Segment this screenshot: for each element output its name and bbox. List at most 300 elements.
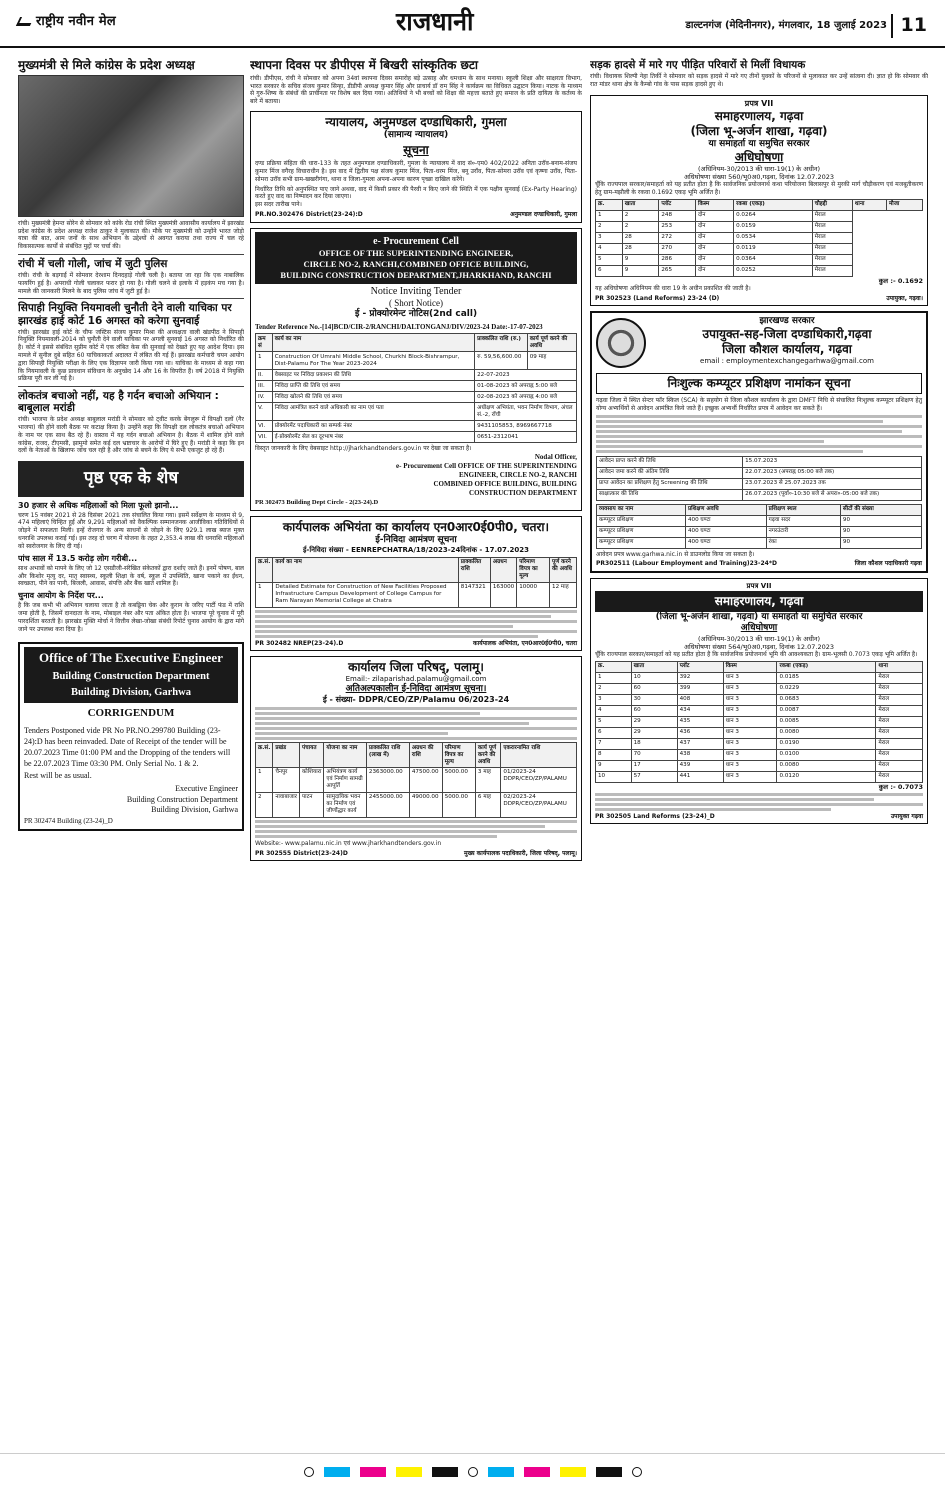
table-cell: 436 [677,727,723,738]
column-header: प्लॉट [659,199,696,210]
table-cell: मेराल [876,727,923,738]
table-cell: 0.0190 [777,738,876,749]
column-right [590,56,928,1447]
magenta-swatch [524,1467,550,1477]
column-header: खाता [631,661,677,672]
table-cell: 10000 [517,582,550,607]
column-header: थाना [876,661,923,672]
magenta-swatch [360,1467,386,1477]
column-header: प्रशिक्षण अवधि [685,504,766,515]
tender-table [255,742,577,818]
table-cell: मेराल [876,694,923,705]
table-cell: 90 [840,537,921,548]
table-cell: धान 3 [723,705,777,716]
table-row [596,694,923,705]
notice-number: अधिघोषणा संख्या 564/भू0अ0,गढ़वा, दिनांक 12.07.2023 [683,642,834,651]
table-row [597,515,922,526]
table-cell: मेराल [876,760,923,771]
table-cell: 439 [677,760,723,771]
table-cell: दोन [696,243,734,254]
article-text: रांची। भाजपा के प्रदेश अध्यक्ष बाबूलाल मरांडी ने सोमवार को ट्वीट करके बेंगलुरू में विपक्षी दलों (गैर भाजपा) की होने वाली बैठक पर कटाक्ष किया है। उन्होंने कहा कि विपक्षी दल लोकतंत्र बचाओ अभियान के नाम पर एक साथ बैठ रहे हैं। वास्तव में यह गर्दन बचाओ अभियान है। बैठक में शामिल होने वाले कांग्रेस, राजद, टीएमसी, झामुमो समेत कई दल भ्रष्टाचार के आरोपों में घिरे हुए हैं। मरांडी ने कहा कि इन दलों के नेताओं के खिलाफ जांच चल रही है और जांच से बचने के लिए ये सभी एकजुट हो रहे हैं। [18,416,244,455]
signatory: कार्यपालक अभियंता, एन0आर0ई0पी0, चतरा [473,639,577,647]
table-cell: वेबसाइट पर निविदा प्रकाशन की तिथि [272,370,474,381]
table-cell: 2 [596,221,623,232]
table-header [596,661,923,672]
table-cell: धान 3 [723,716,777,727]
table-row [597,456,922,467]
table-cell: दोन [696,232,734,243]
column-header: किस्म [723,661,777,672]
chatra-tender-notice [250,516,582,651]
table-cell: मेराल [876,683,923,694]
table-row [596,760,923,771]
table-cell: दोन [696,210,734,221]
table-header [596,199,923,210]
table-cell: 270 [659,243,696,254]
table-cell: चैनपुर [273,767,300,792]
table-cell: 0.0683 [777,694,876,705]
palamu-tender-notice [250,656,582,861]
nit-title: Notice Inviting Tender [370,285,462,297]
table-row [597,478,922,489]
table-cell: 22-07-2023 [475,370,577,381]
table-row [597,489,922,500]
table-row [596,672,923,683]
nit-short: ( Short Notice) [389,298,443,309]
table-row [256,381,577,392]
table-row [596,749,923,760]
headline: 30 हजार से अधिक महिलाओं को मिला फूलो झानो... [18,500,179,510]
table-cell: 7 [596,738,632,749]
bird-logo-icon [16,17,34,26]
section-title: राजधानी [396,7,474,36]
pr-number: PR 302505 Land Reforms (23-24)_D [595,812,715,820]
table-cell: गढ़वा सदर [766,515,840,526]
column-header: क्र. [596,661,632,672]
table-cell: 57 [631,771,677,782]
column-header: अग्रधन की राशि [409,743,442,768]
table-cell: निविदा खोलने की तिथि एवं समय [272,392,474,403]
table-cell: धान 3 [723,771,777,782]
column-header: प्लॉट [677,661,723,672]
table-cell: निविदा आमंत्रित करने वाले अधिकारी का नाम एवं पता [272,403,474,421]
table-cell: 441 [677,771,723,782]
table-cell: 09 माह [527,352,576,370]
table-cell: 0.0159 [734,221,813,232]
column-header: व्यवसाय का नाम [597,504,686,515]
notice-title: अतिअल्पकालीन ई-निविदा आमंत्रण सूचना। [345,683,487,694]
court-name: न्यायालय, अनुमण्डल दण्डाधिकारी, गुमला [325,114,507,129]
table-cell: 6 माह [475,792,501,817]
table-cell: आवेदन प्राप्त करने की तिथि [597,456,743,467]
signatory: उपायुक्त गढ़वा [890,812,923,820]
table-cell: 02-08-2023 को अपराह्न 4:00 बजे [475,392,577,403]
notice-body: दण्ड प्रक्रिया संहिता की धारा-133 के तहत अनुमण्डल दण्डाधिकारी, गुमला के न्यायालय में वाद सं०-एम0 402/2022 अनिता उरॉव-बनाम-संजय कुमार मिंज वगैरह विचाराधीन है। इस वाद में द्वितीय पक्ष संजय कुमार मिंज, पिता-धरम मिंज, बनू उरॉव, पिता-सोमरा उरॉव एवं कृष्णा उरॉव, पिता-सोमरा उरॉव सभी ग्राम-खखरीगंगा, थाना व जिला-गुमला अपना-अपना कारण पृच्छा दाखिल करेंगे। [255,160,577,183]
column-header: प्रशिक्षण स्थल [766,504,840,515]
fine-print [596,415,922,453]
table-cell: V. [256,403,273,421]
table-cell: 01-08-2023 को अपराह्न 5:00 बजे [475,381,577,392]
yellow-swatch [396,1467,422,1477]
table-cell: 17 [631,760,677,771]
table-cell: धान 3 [723,738,777,749]
table-cell: मेराल [812,210,852,221]
table-cell: Construction Of Umrahi Middle School, Churkhi Block-Bishrampur, Dist-Palamu For The Year 2023-2024 [272,352,474,370]
fine-print [595,793,923,811]
table-cell: 392 [677,672,723,683]
article-text: रांची। झारखंड हाई कोर्ट के चीफ जस्टिस संजय कुमार मिश्रा की अध्यक्षता वाली खंडपीठ ने सिपाही नियुक्ति नियमावली-2014 को चुनौती देने वाली याचिका पर अगली सुनवाई 16 अगस्त को निर्धारित की है। कोर्ट ने इससे संबंधित सुप्रीम कोर्ट में एक लंबित केस की सुनवाई को देखते हुए यह आदेश दिया। इस मामले में सुनील दुबे सहित 60 याचिकाकर्ता अदालत में लंबित की गई हैं। झारखंड कर्मचारी चयन आयोग द्वारा सिपाही नियुक्ति परीक्षा के लिए एक विज्ञापन जारी किया गया था। याचिका के माध्यम से कहा गया कि नियमावली के कुछ प्रावधान संविधान के अनुच्छेद 14 और 16 के विपरीत हैं। वर्ष 2018 में नियुक्ति प्रक्रिया पूरी कर ली गई है। [18,328,244,383]
tender-ref: ई-निविदा संख्या - EENREPCHATRA/18/2023-24दिनांक - 17.07.2023 [302,545,530,554]
notice-dept: Building Construction Department [24,670,238,687]
table-cell: 0.0080 [777,727,876,738]
table-cell: कम्प्यूटर प्रशिक्षण [597,515,686,526]
notice-footer: विस्तृत जानकारी के लिए वेबसाइट http://jharkhandtenders.gov.in पर देखा जा सकता है। [255,445,472,453]
table-cell: सामुदायिक भवन का निर्माण एवं जीर्णोद्धार कार्य [324,792,367,817]
office-authority: या समाहर्ता या समुचित सरकार [708,138,810,149]
table-row [256,403,577,421]
column-header: कार्य का नाम [273,557,458,582]
table-cell: 3 माह [475,767,501,792]
table-cell: आवेदन जमा करने की अंतिम तिथि [597,467,743,478]
office-name: समाहरणालय, गढ़वा [595,591,923,613]
table-cell: 400 घण्टा [685,537,766,548]
table-cell: 286 [659,254,696,265]
registration-mark-icon [304,1467,314,1477]
form-number: प्रपत्र VII [744,98,774,108]
table-cell: धान 3 [723,749,777,760]
article-text: है कि जब कभी भी अभियान चलाया जाता है तो कबड्डिया चेक और कुरान के जरिए पार्टी फंड में राशि जमा होती है, जिसमें दानदाता के नाम, मोबाइल नंबर और पता अंकित होता है। भाजपा पूरे चुनाव में पूरी पारदर्शिता बरतती है। झारखंड मुक्ति मोर्चा ने वित्तीय लेखा-जोखा संबंधी रिपोर्ट चुनाव आयोग के द्वारा मांगे जाने पर उपलब्ध करा दिया है। [18,602,244,633]
table-cell: 28 [622,243,659,254]
headline: स्थापना दिवस पर डीपीएस में बिखरी सांस्कृतिक छटा [250,58,479,72]
pr-number: PR302511 (Labour Employment and Training)23-24*D [596,560,777,568]
office-branch: (जिला भू-अर्जन शाखा, गढ़वा) [690,123,828,138]
table-cell: 47500.00 [409,767,442,792]
column-header: चौहद्दी [812,199,852,210]
table-cell: 9 [596,760,632,771]
office-branch: जिला कौशल कार्यालय, गढ़वा [722,342,852,357]
signatory-dept: COMBINED OFFICE BUILDING, BUILDING CONSTRUCTION DEPARTMENT [433,480,577,498]
notice-number: अधिघोषणा संख्या 560/भू0अ0,गढ़वा, दिनांक 12.07.2023 [683,173,834,182]
website-line: आवेदन प्रपत्र www.garhwa.nic.in से डाउनलोड किया जा सकता है। [596,550,755,558]
table-cell: 265 [659,265,696,276]
table-cell: 60 [631,705,677,716]
column-header: प्राक्कलित राशि (लाख में) [366,743,409,768]
fine-print [255,707,577,740]
table-cell: मेराल [876,716,923,727]
news-photo [18,75,244,217]
table-cell: 0.0087 [777,705,876,716]
column-header: योजना का नाम [324,743,367,768]
eproc-dept: BUILDING CONSTRUCTION DEPARTMENT,JHARKHAND, RANCHI [280,269,552,280]
table-cell: 5000.00 [442,767,475,792]
table-cell: 26.07.2023 (पूर्वा०-10:30 बजे से अपरा०-05:00 बजे तक) [743,489,922,500]
office-name: कार्यालय जिला परिषद्, पलामू। [348,660,484,675]
column-header: प्राक्कलित राशि (रु.) [475,334,528,352]
table-cell: 5 [596,716,632,727]
table-cell: धान 3 [723,727,777,738]
table-cell: 1 [256,352,273,370]
notice-title: ई-निविदा आमंत्रण सूचना [375,534,457,545]
table-header [256,557,577,582]
table-cell: कम्प्यूटर प्रशिक्षण [597,526,686,537]
notice-body: चूँकि राज्यपाल सरकार/समाहर्ता को यह प्रतीत होता है कि सार्वजनिक प्रयोजनार्थ भूमि की आवश्यकता है। ग्राम-भूलसी 0.7073 एकड़ भूमि अर्जित है। [595,650,918,658]
notice-body: चूँकि राज्यपाल सरकार/समाहर्ता को यह प्रतीत होता है कि सार्वजनिक प्रयोजनार्थ कथा परियोजना बिलासपुर से मुरकी मार्ग चौड़ीकरण एवं मजबूतीकरण हेतु ग्राम-मझौली के रकवा 0.1692 एकड़ भूमि अर्जित है। [595,181,923,196]
table-header [256,334,577,352]
article-text: चरण 15 नवंबर 2021 से 28 दिसंबर 2021 तक संचालित किया गया। इसमें सर्वेक्षण के माध्यम से 9, 474 महिलाएं चिन्हित हुईं और 9,291 महिलाओं को वैकल्पिक सम्मानजनक आजीविका गतिविधियों से जोड़ने में सफलता मिली। इन्हें रोजगार के अन्य साधनों से जोड़ने के लिए 929.1 लाख ब्याज मुक्त धनराशि उपलब्ध कराई गई। इस तरह दो चरण में योजना के तहत 2,353.4 लाख की धनराशि महिलाओं को स्वरोजगार के लिए दी गई। [18,511,244,550]
table-cell: मेराल [812,254,852,265]
table-cell: 0.0185 [777,672,876,683]
table-row [256,392,577,403]
signatory-office: e- Procurement Cell OFFICE OF THE SUPERINTENDING ENGINEER, CIRCLE NO-2, RANCHI [396,462,577,480]
eproc-title: e- Procurement Cell [373,235,459,247]
black-swatch [596,1467,622,1477]
table-cell: 30 [631,694,677,705]
corrigendum-notice [18,642,244,832]
table-cell: मेराल [812,221,852,232]
table-cell: 9431105853, 8969667718 [475,421,577,432]
notice-title: CORRIGENDUM [87,706,175,719]
registration-mark-icon [468,1467,478,1477]
table-cell: 0.0080 [777,760,876,771]
column-header: सीटों की संख्या [840,504,921,515]
table-row [596,683,923,694]
column-header: प्राक्कलित राशि [458,557,490,582]
column-header: परिमाण विपत्र का मूल्य [442,743,475,768]
table-cell: 408 [677,694,723,705]
pr-number: PR 302482 NREP(23-24).D [255,639,344,647]
table-cell: कोशियारा [299,767,323,792]
column-header: रकबा (एकड़) [734,199,813,210]
table-cell: III. [256,381,273,392]
table-row [597,467,922,478]
notice-rest: Rest will be as usual. [24,771,92,781]
table-cell: 23.07.2023 से 25.07.2023 तक [743,478,922,489]
table-cell: दोन [696,221,734,232]
table-cell: 248 [659,210,696,221]
column-header: रकबा (एकड़) [777,661,876,672]
notice-act: (अधिनियम-30/2013 की धारा-19(1) के अधीन) [697,634,821,643]
table-cell: नगरउंटारी [766,526,840,537]
table-cell: नावाबाजार [273,792,300,817]
table-cell: 10 [631,672,677,683]
pr-number: PR 302523 (Land Reforms) 23-24 (D) [595,294,720,302]
table-cell: 2 [622,221,659,232]
office-name: कार्यपालक अभियंता का कार्यालय एन0आर0ई0पी0, चतरा। [282,519,550,534]
table-cell: 0651-2312041 [475,432,577,443]
column-header: क्र. [596,199,623,210]
pr-number: PR.NO.302476 District(23-24):D [255,211,363,219]
headline: चुनाव आयोग के निर्देश पर... [18,591,104,601]
table-cell: साक्षात्कार की तिथि [597,489,743,500]
table-cell: IV. [256,392,273,403]
notice-footer: यह अधिघोषणा अधिनियम की धारा 19 के अधीन प्रकाशित की जाती है। [595,284,751,292]
table-cell: 1 [596,672,632,683]
table-cell: मेराल [812,265,852,276]
column-header: मौजा [886,199,922,210]
table-row [256,767,577,792]
column-header: क्र.सं. [256,743,273,768]
table-cell: 4 [596,243,623,254]
eproc-office: OFFICE OF THE SUPERINTENDING ENGINEER, [318,247,514,258]
table-cell: मेराल [876,749,923,760]
table-cell: 01/2023-24 DDPR/CEO/ZP/PALAMU [501,767,577,792]
table-row [596,254,923,265]
table-cell: 434 [677,705,723,716]
signatory: जिला कौशल पदाधिकारी गढ़वा [854,560,922,568]
tender-table [255,333,577,443]
table-cell: प्रोक्योरमेंट पदाधिकारी का सम्पर्क नंबर [272,421,474,432]
table-cell: VI. [256,421,273,432]
table-cell: मेराल [876,771,923,782]
land-acquisition-notice [590,95,928,306]
table-cell: 70 [631,749,677,760]
headline: रांची में चली गोली, जांच में जुटी पुलिस [18,257,168,270]
table-cell: 1 [596,210,623,221]
table-cell: 0.0534 [734,232,813,243]
office-name: समाहरणालय, गढ़वा [714,108,804,123]
table-cell: 18 [631,738,677,749]
table-cell: 22.07.2023 (अपराह्न 05:00 बजे तक) [743,467,922,478]
table-cell: मेराल [876,672,923,683]
black-swatch [432,1467,458,1477]
form-number: प्रपत्र VII [746,581,772,590]
column-header: प्रखंड [273,743,300,768]
table-cell: निविदा प्राप्ति की तिथि एवं समय [272,381,474,392]
table-cell: पाटन [299,792,323,817]
notice-act: (अधिनियम-30/2013 की धारा-19(1) के अधीन) [697,164,821,173]
table-cell: 253 [659,221,696,232]
table-cell: धान 3 [723,672,777,683]
notice-title: सूचना [403,143,429,158]
table-row [597,537,922,548]
table-cell: 4 [596,705,632,716]
table-row [596,243,923,254]
office-email: email : employmentexchangegarhwa@gmail.com [700,357,874,366]
table-cell: 0.0364 [734,254,813,265]
eproc-notice [250,228,582,511]
table-cell: रु. 59,56,600.00 [475,352,528,370]
signatory: Executive Engineer [175,784,238,794]
table-cell: ई-प्रोक्योरमेंट सेल का दूरभाष नंबर [272,432,474,443]
tender-ref: Tender Reference No.-[14]BCD/CIR-2/RANCHI/DALTONGANJ/DIV/2023-24 Date:-17-07-2023 [255,322,543,331]
signatory: अनुमण्डल दण्डाधिकारी, गुमला [510,211,577,219]
table-cell: 15.07.2023 [743,456,922,467]
tender-ref: ई - संख्या- DDPR/CEO/ZP/Palamu 06/2023-24 [322,695,510,705]
column-header: क्रम सं [256,334,273,352]
table-cell: 28 [622,232,659,243]
pr-number: PR 302474 Building (23-24)_D [24,817,113,826]
table-cell: 400 घण्टा [685,515,766,526]
masthead [18,14,116,30]
table-cell: 60 [631,683,677,694]
dateline: डाल्टनगंज (मेदिनीनगर), मंगलवार, 18 जुलाई 2023 [685,20,887,31]
table-cell: 163000 [490,582,516,607]
table-cell: 2455000.00 [366,792,409,817]
table-cell: 10 [596,771,632,782]
court-type: (सामान्य न्यायालय) [383,129,449,140]
column-header: अग्रधन [490,557,516,582]
table-cell: 0.0100 [777,749,876,760]
table-cell: अधीक्षण अभियंता, भवन निर्माण विभाग, अंचल सं.-2, राँची [475,403,577,421]
table-cell: 2 [622,210,659,221]
pr-number: PR 302555 District(23-24)D [255,849,348,857]
table-cell: प्राप्त आवेदन का प्रशिक्षण हेतु Screening की तिथि [597,478,743,489]
cyan-swatch [324,1467,350,1477]
table-row [596,727,923,738]
fine-print [255,820,577,838]
column-header: पंचायत [299,743,323,768]
headline: सिपाही नियुक्ति नियमावली चुनौती देने वाली याचिका पर झारखंड हाई कोर्ट 16 अगस्त को करेगा सुनवाई [18,302,232,327]
table-cell: 8 [596,749,632,760]
table-row [596,771,923,782]
notice-office: Office of The Executive Engineer [24,647,238,670]
table-row [597,526,922,537]
column-header: पूर्ण करने की अवधि [550,557,577,582]
table-cell: धान 3 [723,694,777,705]
table-row [596,232,923,243]
table-cell: 2 [596,683,632,694]
table-cell: 6 [596,265,623,276]
registration-mark-icon [632,1467,642,1477]
table-row [256,370,577,381]
table-row [596,210,923,221]
notice-body: Tenders Postponed vide PR No PR.NO.299780 Building (23-24):D has been reinvaded. Date of Receipt of the tender will be 20.07.2023 Time 01:00 PM and the Dropping of the tenders will be 22.07.2023 Time 03:30 PM. Only Serial No. 1 & 2. [24,725,231,769]
table-cell: 29 [631,727,677,738]
office-name: उपायुक्त-सह-जिला दण्डाधिकारी,गढ़वा [702,327,872,342]
table-cell: 272 [659,232,696,243]
table-row [256,352,577,370]
eproc-circle: CIRCLE NO-2, RANCHI,COMBINED OFFICE BUILDING, [303,258,529,269]
table-cell: 0.0252 [734,265,813,276]
table-cell: 435 [677,716,723,727]
signatory: Nodal Officer, [534,453,577,462]
table-row [596,716,923,727]
table-cell: 0.0085 [777,716,876,727]
fine-print [255,610,577,638]
table-cell: 1 [256,767,273,792]
column-header: थाना [852,199,886,210]
eproc-banner [255,232,577,284]
skill-training-notice [590,311,928,573]
table-cell: 5000.00 [442,792,475,817]
table-cell: मेराल [812,232,852,243]
table-cell: VII. [256,432,273,443]
article-text: रांची। डीपीएस, रांची ने सोमवार को अपना 34वां स्थापना दिवस समारोह बड़े उत्साह और धमधाम के साथ मनाया। स्कूली शिक्षा और साक्षरता विभाग, भारत सरकार के सचिव संजय कुमार सिन्हा, डीडीपी अध्यक्ष कुमार सिंह और प्राचार्य डॉ राम सिंह ने कार्यक्रम का विधिवत उद्घाटन किया। नाटक के माध्यम से गुरु-शिष्य के संबंधों की प्राचीनता पर विशेष बल दिया गया। अतिथियों ने भी बच्चों को शिक्षा की महत्ता बताते हुए समाज के प्रति दायित्व के कर्तव्य के बारे में बताया। [250,74,582,106]
table-cell: धान 3 [723,683,777,694]
column-header: किस्म [696,199,734,210]
court-notice [250,111,582,223]
table-cell: 12 माह [550,582,577,607]
table-cell: अभियंत्रण कार्य एवं निर्माण सामग्री आपूर्ति [324,767,367,792]
table-cell: मेराल [876,738,923,749]
table-header [256,743,577,768]
table-row [596,738,923,749]
website-line: Website:- www.palamu.nic.in एवं www.jharkhandtenders.gov.in [255,839,442,847]
table-cell: 02/2023-24 DDPR/CEO/ZP/PALAMU [501,792,577,817]
table-cell: 0.0229 [777,683,876,694]
table-cell: Detailed Estimate for Construction of New Facilities Proposed Infrastructure Campus Development of College Campus for Ram Narayan Memorial College at Chatra [273,582,458,607]
page-header [0,0,945,48]
table-cell: 9 [622,265,659,276]
table-cell: दोन [696,254,734,265]
article-text: रांची। विधायक शिल्पी नेहा तिर्की ने सोमवार को सड़क हादसे में मारे गए तीनों युवकों के परिजनों से मुलाकात कर उन्हें सांत्वना दी। ज्ञात हो कि सोमवार की रात मांडर थाना क्षेत्र के कैम्बो गांव के पास सड़क हादसे हुए थे। [590,73,928,88]
table-row [256,421,577,432]
signatory-dept: Building Construction Department [126,794,238,804]
table-cell: 0.0264 [734,210,813,221]
headline: मुख्यमंत्री से मिले कांग्रेस के प्रदेश अध्यक्ष [18,58,195,72]
article-text: रांची। रांची के बड़गाईं में सोमवार देरशाम दिनदहाड़े गोली चली है। बताया जा रहा कि एक नाबालिक फायरिंग हुई है। अपराधी गोली चलाकर फरार हो गया है। गोली चलने से इलाके में हड़कंप मच गया है। मामले की जानकारी मिलने के बाद पुलिस जांच में जुटी हुई है। [18,272,244,295]
total-area: कुल :- 0.1692 [878,276,923,285]
